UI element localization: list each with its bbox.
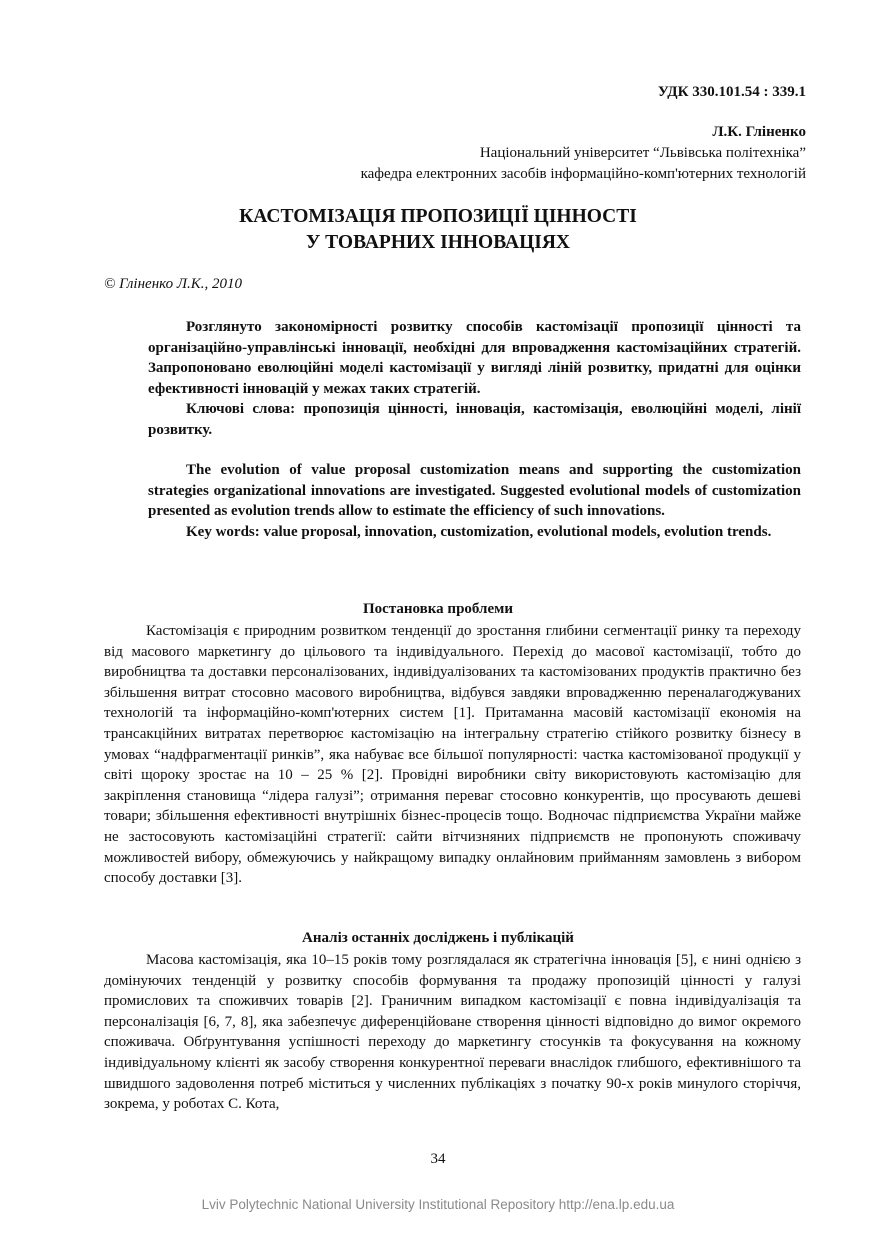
author-name: Л.К. Гліненко [712,124,806,140]
abstract-english [148,460,801,542]
paper-title-line1: КАСТОМІЗАЦІЯ ПРОПОЗИЦІЇ ЦІННОСТІ [239,206,637,227]
abstract-english-text: The evolution of value proposal customization means and supporting the customization strategies organizational innovations are investigated. Suggested evolutional models of customization presented as evolution trends allow to estimate the efficiency of such innovations. [148,462,801,519]
copyright-notice: © Гліненко Л.К., 2010 [104,276,242,292]
section-heading-problem: Постановка проблеми [363,601,513,617]
paper-title [0,204,876,256]
author-department: кафедра електронних засобів інформаційно-комп'ютерних технологій [360,166,806,182]
abstract-ukrainian-keywords: Ключові слова: пропозиція цінності, інновація, кастомізація, еволюційні моделі, лінії розвитку. [148,401,801,438]
section-heading-literature: Аналіз останніх досліджень і публікацій [302,930,574,946]
section-body-literature [104,950,801,1115]
paper-title-line2: У ТОВАРНИХ ІННОВАЦІЯХ [305,232,571,253]
udk-code: УДК 330.101.54 : 339.1 [657,84,806,100]
section-body-problem [104,621,801,889]
page-number: 34 [430,1151,446,1167]
section-paragraph: Кастомізація є природним розвитком тенденції до зростання глибини сегментації ринку та переходу від масового маркетингу до цільового та індивідуального. Перехід до масової кастомізації, тобто до виробництва та доставки персоналізованих, індивідуалізованих та кастомізованих продуктів практично без збільшення витрат стосовно масового виробництва, відбувся завдяки впровадженню переналагоджуваних технологій та інформаційно-комп'ютерних систем [1]. Притаманна масовій кастомізації економія на трансакційних витратах перетворює кастомізацію на інтегральну стратегію стійкого розвитку бізнесу в умовах “надфрагментації ринків”, яка набуває все більшої популярності: частка кастомізованої продукції у світі щороку зростає на 10 – 25 % [2]. Провідні виробники світу використовують кастомізацію для закріплення становища “лідера галузі”; отримання переваг стосовно конкурентів, що просувають дешеві товари; збільшення ефективності внутрішніх бізнес-процесів тощо. Водночас підприємства України майже не застосовують кастомізаційні стратегії: сайти вітчизняних підприємств не пропонують споживачу можливостей вибору, обмежуючись у найкращому випадку онлайновим прийманням замовлень з вибором способу доставки [3]. [104,623,801,887]
repository-footer: Lviv Polytechnic National University Institutional Repository http://ena.lp.edu.ua [201,1197,675,1212]
section-paragraph: Масова кастомізація, яка 10–15 років тому розглядалася як стратегічна інновація [5], є нині однією з домінуючих тенденцій у розвитку способів формування та продажу пропозицій цінності у галузі промислових та споживчих товарів [2]. Граничним випадком кастомізації є повна індивідуалізація та персоналізація [6, 7, 8], яка забезпечує диференційоване створення цінності відповідно до вимог окремого споживача. Обґрунтування успішності переходу до маркетингу стосунків та фокусування на кожному індивідуальному клієнті як засобу створення конкурентної переваги внаслідок глибшого, ефективнішого та швидшого задоволення потреб міститься у численних публікаціях з початку 90-х років минулого сторіччя, зокрема, у роботах С. Кота, [104,952,801,1113]
abstract-english-keywords: Key words: value proposal, innovation, customization, evolutional models, evolution trends. [186,523,772,540]
abstract-ukrainian [148,317,801,440]
abstract-ukrainian-text: Розглянуто закономірності розвитку способів кастомізації пропозиції цінності та організаційно-управлінські інновації, необхідні для впровадження кастомізаційних стратегій. Запропоновано еволюційні моделі кастомізації у вигляді ліній розвитку, придатні для оцінки ефективності інновацій у межах таких стратегій. [148,319,801,397]
author-block [361,122,806,185]
author-affiliation: Національний університет “Львівська політехніка” [479,145,806,161]
